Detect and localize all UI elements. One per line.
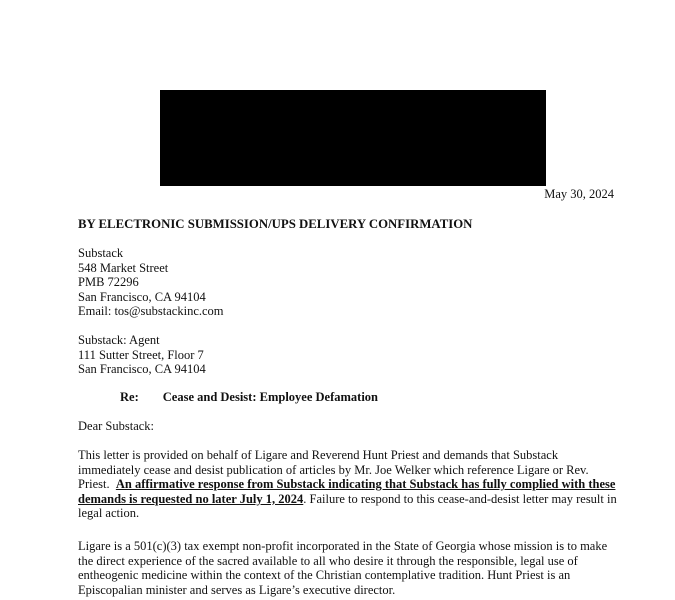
recipient-email: Email: tos@substackinc.com [78, 304, 224, 319]
letter-date: May 30, 2024 [544, 187, 614, 201]
recipient-address [78, 246, 224, 319]
recipient-name: Substack [78, 246, 124, 260]
paragraph-background: Ligare is a 501(c)(3) tax exempt non-profit incorporated in the State of Georgia whose mission is to make the direct experience of the sacred available to all who desire it through the responsible, legal use of entheogenic medicine within the context of the Christian contemplative tradition. Hunt Priest is an Episcopalian minister and serves as Ligare’s executive director. [78, 539, 608, 597]
salutation: Dear Substack: [78, 419, 155, 433]
paragraph-demand [78, 448, 623, 521]
re-subject: Cease and Desist: Employee Defamation [162, 390, 379, 404]
re-line [120, 390, 378, 405]
recipient-pmb: PMB 72296 [78, 275, 139, 290]
re-label: Re: [120, 390, 139, 404]
delivery-method-heading: BY ELECTRONIC SUBMISSION/UPS DELIVERY CONFIRMATION [78, 217, 473, 231]
agent-city: San Francisco, CA 94104 [78, 362, 206, 377]
agent-name: Substack: Agent [78, 333, 160, 347]
recipient-street: 548 Market Street [78, 260, 169, 275]
redacted-letterhead [160, 90, 546, 186]
paragraph-demand-consequence: . Failure to respond to this cease-and-desist letter may result in legal action. [78, 491, 617, 521]
recipient-city: San Francisco, CA 94104 [78, 289, 206, 304]
paragraph-demand-text: This letter is provided on behalf of Ligare and Reverend Hunt Priest and demands that Substack immediately cease and desist publication of articles by Mr. Joe Welker which reference Ligare or Rev. Priest. [78, 448, 589, 492]
agent-street: 111 Sutter Street, Floor 7 [78, 347, 204, 362]
paragraph-demand-deadline: An affirmative response from Substack indicating that Substack has fully complied with these demands is requested no later July 1, 2024 [78, 477, 616, 506]
agent-address [78, 333, 206, 377]
